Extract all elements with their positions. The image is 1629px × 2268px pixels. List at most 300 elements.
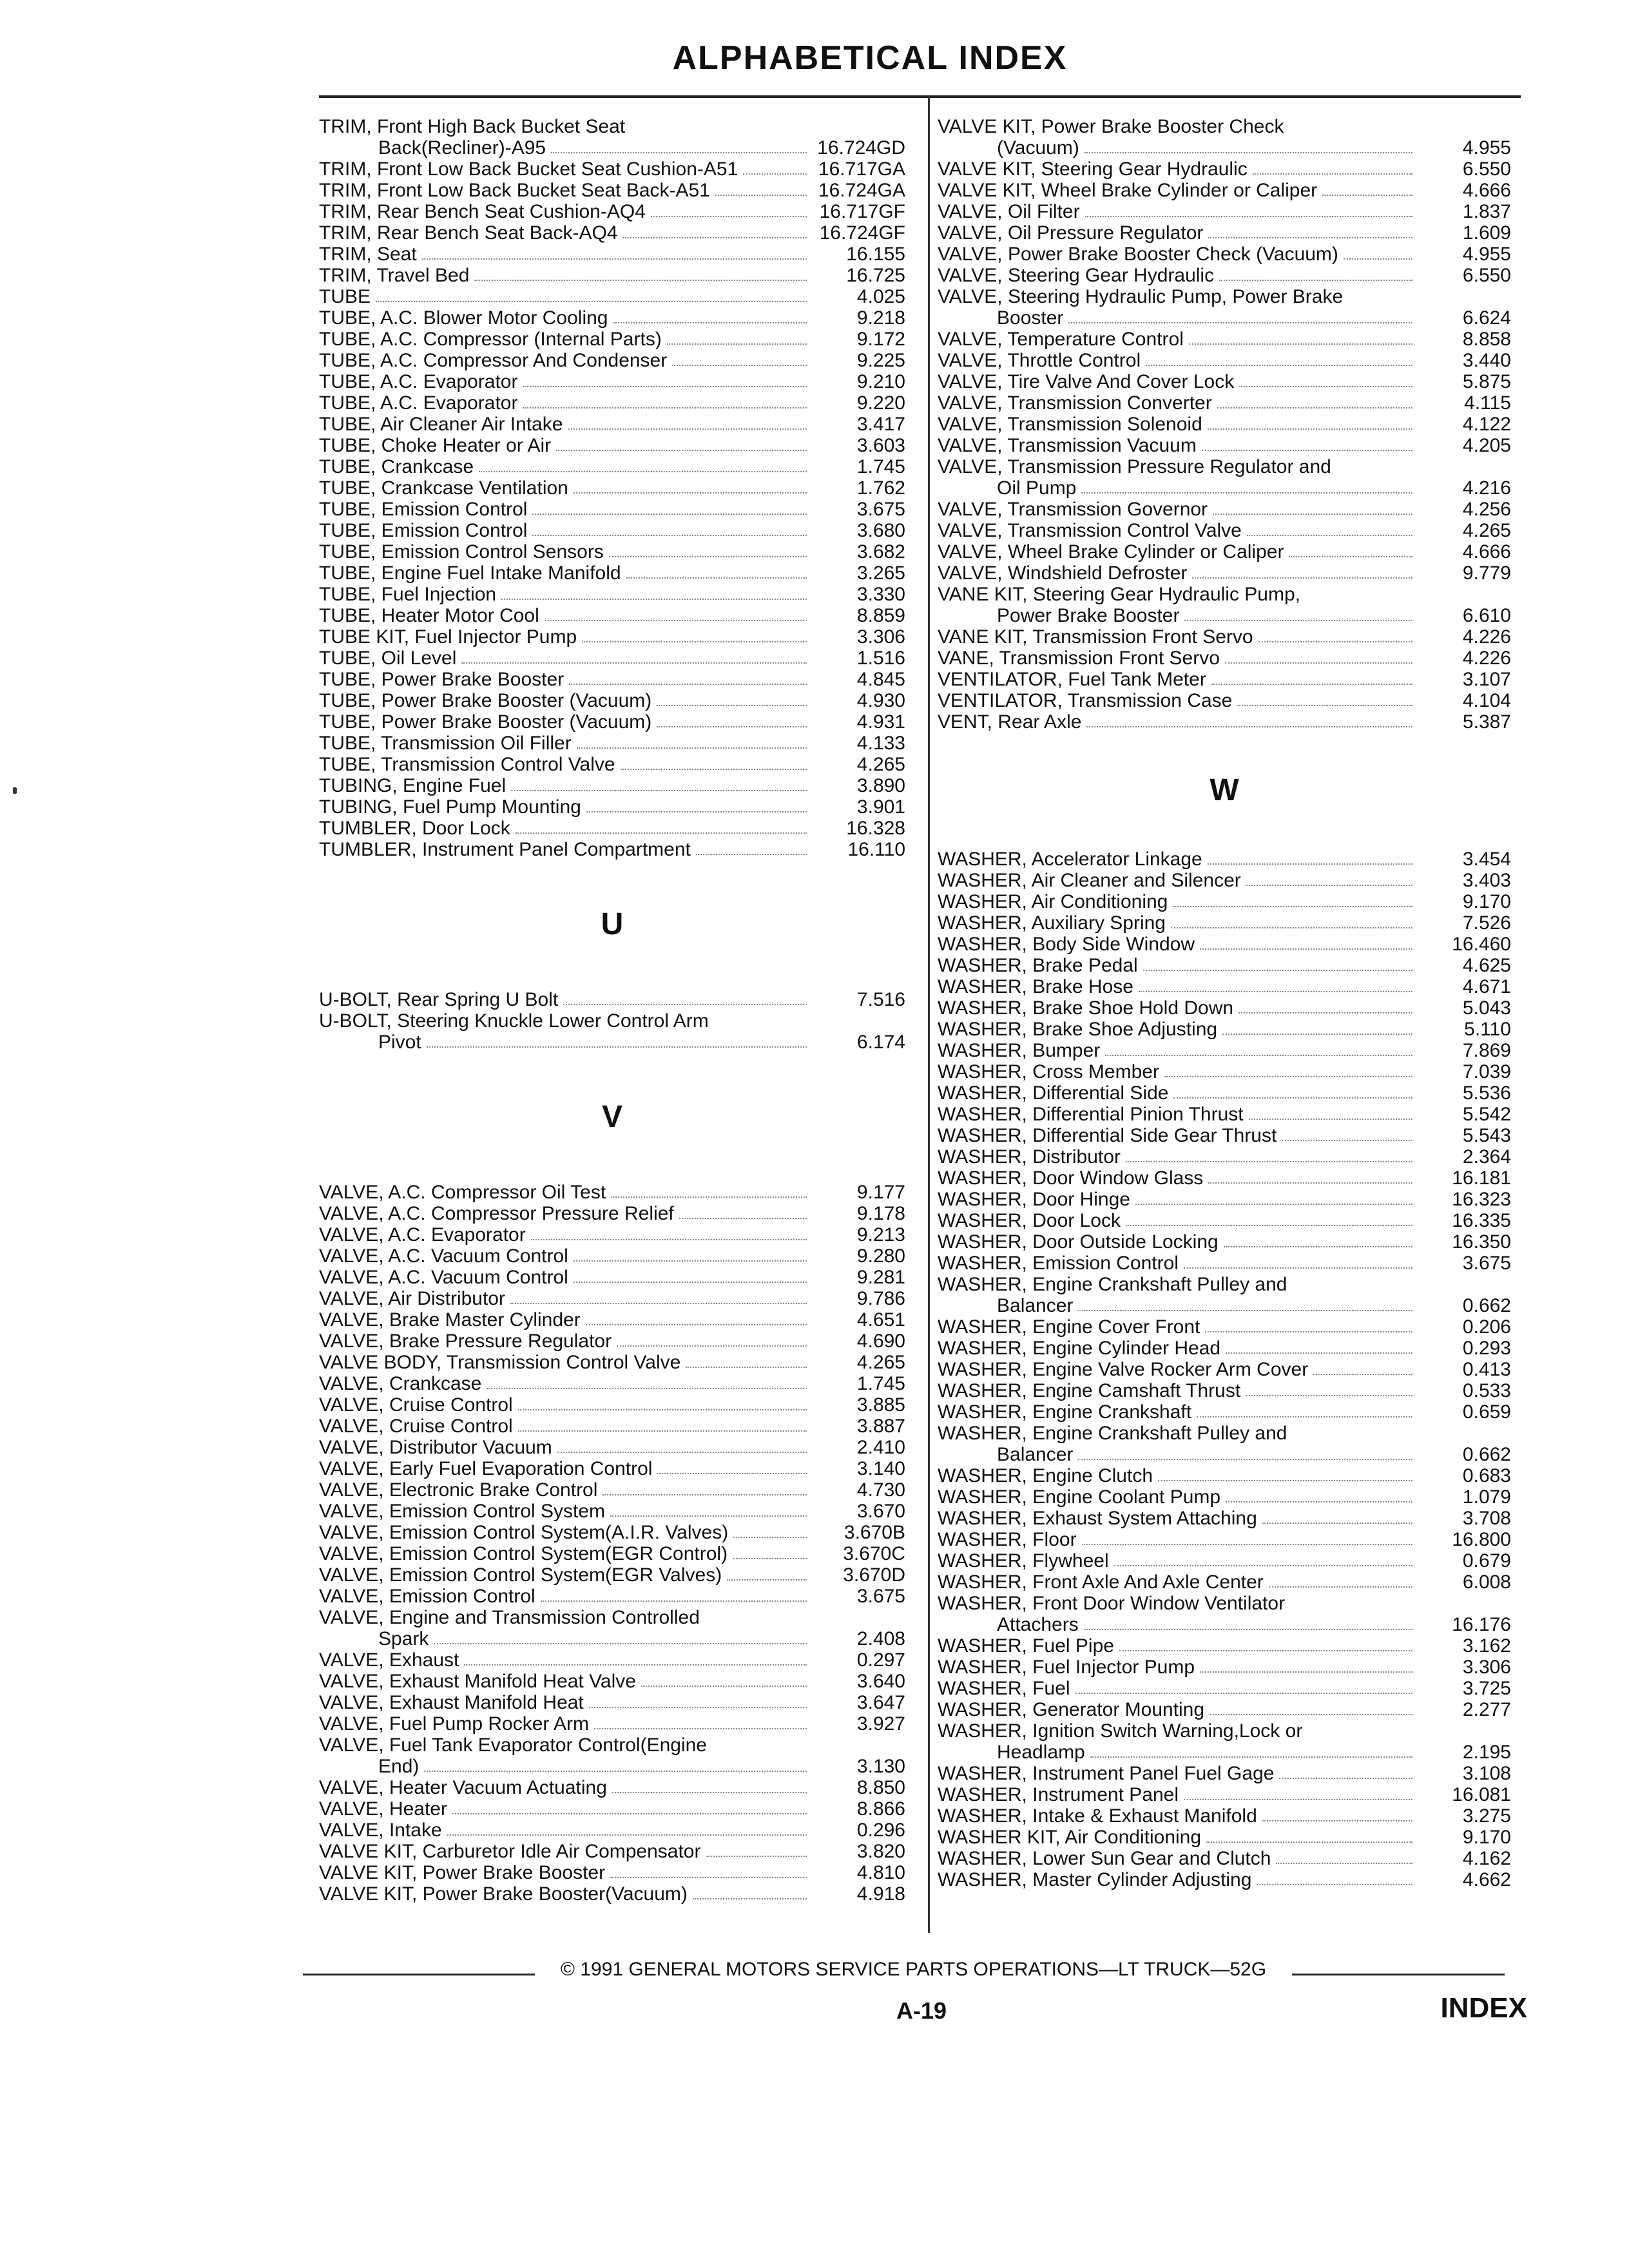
index-entry-page: 7.516: [856, 989, 905, 1010]
index-entry-label: TUBE, Fuel Injection: [319, 584, 497, 605]
index-entry: [938, 414, 1511, 435]
index-entry-page: 3.675: [1462, 1253, 1511, 1274]
index-entry-label: TUBE, A.C. Blower Motor Cooling: [319, 307, 608, 329]
dot-leader: [569, 684, 807, 685]
footer-rule-right: [1292, 1974, 1505, 1975]
index-entry-label: VANE KIT, Transmission Front Servo: [938, 626, 1253, 648]
index-entry: [319, 1288, 905, 1309]
index-entry-page: 3.403: [1462, 870, 1511, 891]
dot-leader: [1249, 1119, 1412, 1120]
index-entry-page: 8.859: [856, 605, 905, 626]
index-entry-label: WASHER, Instrument Panel: [938, 1784, 1179, 1805]
dot-leader: [532, 535, 807, 536]
index-entry-page: 4.265: [856, 1352, 905, 1373]
index-entry: [938, 1338, 1511, 1359]
index-entry-page: 16.800: [1452, 1529, 1511, 1550]
index-entry: [938, 541, 1511, 562]
dot-leader: [1246, 885, 1412, 886]
dot-leader: [1224, 1246, 1412, 1247]
dot-leader: [1184, 1799, 1412, 1800]
index-entry: [938, 1146, 1511, 1168]
index-entry: [938, 1699, 1511, 1720]
index-entry-page: 16.181: [1452, 1168, 1511, 1189]
dot-leader: [586, 811, 807, 812]
dot-leader: [613, 322, 807, 323]
dot-leader: [672, 365, 807, 366]
index-entry-label: VALVE, Windshield Defroster: [938, 562, 1188, 584]
index-entry: [319, 1820, 905, 1841]
index-entry-page: 0.662: [1462, 1444, 1511, 1465]
index-entry-label: TUBE KIT, Fuel Injector Pump: [319, 626, 577, 648]
dot-leader: [1085, 216, 1412, 217]
index-entry-page: 3.306: [856, 626, 905, 648]
index-entry-page: 3.130: [856, 1756, 905, 1777]
index-entry-page: 0.679: [1462, 1550, 1511, 1571]
index-entry-label: TUBE, Emission Control: [319, 520, 528, 541]
index-entry: [938, 1805, 1511, 1827]
dot-leader: [657, 726, 807, 727]
index-entry: [319, 1522, 905, 1543]
index-entry-page: 6.550: [1462, 265, 1511, 286]
index-entry: [938, 1189, 1511, 1210]
index-entry-label: WASHER, Differential Pinion Thrust: [938, 1104, 1244, 1125]
index-entry: [319, 1267, 905, 1288]
index-entry: [938, 562, 1511, 584]
index-entry-page: 7.039: [1462, 1061, 1511, 1082]
index-entry-label: WASHER, Door Outside Locking: [938, 1231, 1219, 1253]
index-entry-page: 5.110: [1464, 1019, 1511, 1040]
dot-leader: [1081, 492, 1412, 494]
index-entry-label: WASHER, Accelerator Linkage: [938, 849, 1202, 870]
index-entry-page: 2.410: [856, 1437, 905, 1458]
index-entry-label: WASHER, Differential Side Gear Thrust: [938, 1125, 1277, 1146]
index-entry-label: WASHER, Generator Mounting: [938, 1699, 1205, 1720]
index-entry-page: 4.025: [856, 286, 905, 307]
index-entry-page: 4.690: [856, 1331, 905, 1352]
index-entry: [938, 1784, 1511, 1805]
index-entry: [319, 371, 905, 392]
index-entry-page: 3.265: [856, 562, 905, 584]
index-entry: [319, 1032, 905, 1053]
index-entry-page: 9.281: [856, 1267, 905, 1288]
dot-leader: [1289, 556, 1412, 557]
index-entry-page: 3.603: [856, 435, 905, 456]
index-entry: [319, 733, 905, 754]
index-entry-label: Headlamp: [997, 1742, 1085, 1763]
index-entry-page: 3.887: [856, 1416, 905, 1437]
dot-leader: [1262, 1523, 1412, 1524]
index-entry-label: TUBE, Power Brake Booster: [319, 669, 564, 690]
dot-leader: [422, 258, 807, 260]
index-entry: [938, 244, 1511, 265]
dot-leader: [1210, 1714, 1412, 1715]
index-entry-label: TUBE, Oil Level: [319, 648, 457, 669]
dot-leader: [1200, 948, 1412, 950]
index-entry: [938, 626, 1511, 648]
index-entry-label: WASHER, Engine Cylinder Head: [938, 1338, 1221, 1359]
dot-leader: [1257, 1884, 1412, 1885]
dot-leader: [1226, 1501, 1412, 1503]
index-entry-head: TRIM, Front High Back Bucket Seat: [319, 116, 626, 137]
index-entry: [938, 1869, 1511, 1890]
index-entry-page: 0.297: [856, 1649, 905, 1671]
dot-leader: [1078, 1459, 1412, 1460]
index-entry-page: 3.670B: [843, 1522, 905, 1543]
index-entry-label: WASHER, Intake & Exhaust Manifold: [938, 1805, 1257, 1827]
dot-leader: [651, 216, 807, 217]
index-entry-page: 0.296: [856, 1820, 905, 1841]
index-entry: [319, 1713, 905, 1735]
index-entry-label: VALVE, Exhaust Manifold Heat Valve: [319, 1671, 636, 1692]
index-entry-label: VALVE, Exhaust: [319, 1649, 459, 1671]
dot-leader: [733, 1558, 807, 1559]
index-entry-label: VALVE, Emission Control System(EGR Control): [319, 1543, 728, 1564]
index-entry-label: End): [378, 1756, 419, 1777]
index-entry-label: TUBING, Fuel Pump Mounting: [319, 796, 581, 818]
index-entry: [938, 477, 1511, 499]
index-entry-head: VALVE, Steering Hydraulic Pump, Power Brake: [938, 286, 1344, 307]
dot-leader: [1322, 195, 1412, 196]
index-entry-page: 6.624: [1462, 307, 1511, 329]
index-entry-page: 16.081: [1452, 1784, 1511, 1805]
index-entry-page: 8.866: [856, 1798, 905, 1820]
index-entry-page: 3.670: [856, 1501, 905, 1522]
dot-leader: [586, 1324, 807, 1325]
index-entry-label: Balancer: [997, 1295, 1074, 1316]
index-entry-label: Pivot: [378, 1032, 421, 1053]
dot-leader: [1225, 662, 1412, 664]
dot-leader: [727, 1579, 807, 1581]
index-entry-label: WASHER, Engine Crankshaft: [938, 1401, 1192, 1423]
index-entry-label: TRIM, Rear Bench Seat Back-AQ4: [319, 222, 618, 244]
index-entry-label: TUBE: [319, 286, 371, 307]
index-entry-page: 3.454: [1462, 849, 1511, 870]
index-entry-label: TUBE, Power Brake Booster (Vacuum): [319, 711, 652, 733]
dot-leader: [1226, 1352, 1412, 1354]
index-entry: [319, 584, 905, 605]
index-entry-label: WASHER, Flywheel: [938, 1550, 1109, 1571]
dot-leader: [1276, 1863, 1412, 1864]
index-entry-label: Attachers: [997, 1614, 1079, 1635]
index-entry-label: TUBE, Heater Motor Cool: [319, 605, 539, 626]
index-entry: [938, 222, 1511, 244]
index-entry-page: 9.210: [856, 371, 905, 392]
index-entry-label: WASHER, Door Hinge: [938, 1189, 1130, 1210]
dot-leader: [610, 1515, 807, 1517]
index-entry: [938, 1040, 1511, 1061]
index-entry: [938, 711, 1511, 733]
index-entry: [319, 562, 905, 584]
index-entry: [319, 1479, 905, 1501]
index-entry-label: VALVE KIT, Power Brake Booster: [319, 1862, 606, 1883]
index-entry-label: WASHER, Engine Coolant Pump: [938, 1486, 1221, 1508]
dot-leader: [1082, 1544, 1412, 1545]
dot-leader: [1084, 152, 1412, 153]
page-number: A-19: [896, 1997, 947, 2024]
index-entry-label: VANE, Transmission Front Servo: [938, 648, 1220, 669]
index-entry-label: VALVE, Wheel Brake Cylinder or Caliper: [938, 541, 1284, 562]
index-entry-label: VALVE, Heater: [319, 1798, 447, 1820]
index-entry-page: 9.213: [856, 1224, 905, 1245]
index-entry: [938, 1508, 1511, 1529]
index-entry: [938, 520, 1511, 541]
index-entry: [319, 1649, 905, 1671]
index-entry-label: WASHER, Door Lock: [938, 1210, 1121, 1231]
index-entry: [938, 648, 1511, 669]
index-entry: [938, 849, 1511, 870]
index-entry-page: 4.955: [1462, 137, 1511, 159]
index-entry-page: 5.543: [1462, 1125, 1511, 1146]
section-heading: U: [601, 907, 624, 941]
dot-leader: [1208, 428, 1412, 430]
index-entry-label: TUBE, A.C. Evaporator: [319, 371, 518, 392]
index-entry-page: 16.717GA: [818, 159, 905, 180]
index-entry-label: WASHER, Air Cleaner and Silencer: [938, 870, 1241, 891]
section-label: INDEX: [1440, 1992, 1527, 2024]
index-entry-page: 3.162: [1462, 1635, 1511, 1657]
index-entry: [938, 159, 1511, 180]
index-entry: [938, 1253, 1511, 1274]
dot-leader: [626, 577, 807, 579]
index-entry-label: WASHER, Engine Valve Rocker Arm Cover: [938, 1359, 1309, 1380]
index-entry-label: VALVE, Steering Gear Hydraulic: [938, 265, 1215, 286]
index-entry: [938, 690, 1511, 711]
dot-leader: [1213, 514, 1412, 515]
dot-leader: [1184, 1267, 1412, 1269]
section-heading: V: [601, 1100, 622, 1134]
index-entry-page: 3.306: [1462, 1657, 1511, 1678]
index-entry-page: 4.104: [1462, 690, 1511, 711]
dot-leader: [1084, 1629, 1412, 1630]
copyright-line: © 1991 GENERAL MOTORS SERVICE PARTS OPERATIONS—LT TRUCK—52G: [560, 1959, 1267, 1980]
index-entry-page: 4.133: [856, 733, 905, 754]
dot-leader: [1211, 684, 1412, 685]
index-entry: [938, 1082, 1511, 1104]
index-entry: [319, 1628, 905, 1649]
index-entry: [319, 1394, 905, 1416]
index-entry-label: WASHER, Brake Pedal: [938, 955, 1138, 976]
dot-leader: [617, 1345, 807, 1347]
dot-leader: [657, 1473, 807, 1474]
index-entry: [319, 989, 905, 1010]
index-entry: [938, 1742, 1511, 1763]
dot-leader: [1105, 1055, 1412, 1056]
index-entry-label: TUBE, Transmission Control Valve: [319, 754, 615, 775]
index-entry-page: 16.724GA: [818, 180, 905, 201]
dot-leader: [1282, 1140, 1412, 1141]
index-entry-label: TRIM, Front Low Back Bucket Seat Back-A51: [319, 180, 710, 201]
dot-leader: [1068, 322, 1412, 323]
index-entry: [319, 669, 905, 690]
index-entry-label: VALVE, Heater Vacuum Actuating: [319, 1777, 607, 1798]
index-entry: [938, 137, 1511, 159]
dot-leader: [1239, 386, 1412, 387]
dot-leader: [1206, 1841, 1412, 1843]
index-entry-label: Back(Recliner)-A95: [378, 137, 546, 159]
index-entry: [319, 1692, 905, 1713]
index-entry-page: 4.662: [1462, 1869, 1511, 1890]
index-entry-page: 4.265: [1462, 520, 1511, 541]
index-entry-label: VALVE, A.C. Vacuum Control: [319, 1267, 568, 1288]
dot-leader: [602, 1494, 807, 1495]
dot-leader: [733, 1537, 807, 1538]
dot-leader: [510, 1303, 807, 1304]
index-entry: [938, 669, 1511, 690]
index-entry-page: 3.108: [1462, 1763, 1511, 1784]
index-entry-label: VENTILATOR, Fuel Tank Meter: [938, 669, 1206, 690]
index-entry-page: 16.350: [1452, 1231, 1511, 1253]
index-entry-page: 16.335: [1452, 1210, 1511, 1231]
index-entry: [938, 870, 1511, 891]
dot-leader: [556, 450, 807, 451]
index-entry-page: 9.177: [856, 1182, 905, 1203]
index-entry-page: 3.330: [856, 584, 905, 605]
index-entry: [938, 1125, 1511, 1146]
index-entry-page: 16.460: [1452, 934, 1511, 955]
index-entry-page: 3.670D: [843, 1564, 905, 1586]
index-entry-label: VALVE, Oil Filter: [938, 201, 1080, 222]
index-entry: [938, 307, 1511, 329]
index-entry-page: 2.277: [1462, 1699, 1511, 1720]
index-entry: [319, 754, 905, 775]
dot-leader: [1173, 906, 1412, 907]
index-entry-page: 3.708: [1462, 1508, 1511, 1529]
index-entry-page: 4.810: [856, 1862, 905, 1883]
index-entry-label: VALVE, Emission Control: [319, 1586, 535, 1607]
index-entry: [319, 350, 905, 371]
dot-leader: [1173, 1097, 1412, 1099]
index-entry-page: 0.206: [1462, 1316, 1511, 1338]
index-entry-page: 9.178: [856, 1203, 905, 1224]
index-entry-label: WASHER, Fuel Pipe: [938, 1635, 1114, 1657]
dot-leader: [474, 280, 807, 281]
index-entry: [938, 1614, 1511, 1635]
dot-leader: [1269, 1586, 1412, 1588]
index-entry: [319, 201, 905, 222]
index-entry: [938, 1168, 1511, 1189]
index-entry: [938, 934, 1511, 955]
index-entry-page: 1.079: [1462, 1486, 1511, 1508]
index-entry-page: 6.008: [1462, 1571, 1511, 1593]
index-entry-label: WASHER KIT, Air Conditioning: [938, 1827, 1202, 1848]
dot-leader: [523, 386, 807, 387]
dot-leader: [511, 790, 807, 791]
index-entry-label: TUBE, A.C. Compressor And Condenser: [319, 350, 668, 371]
dot-leader: [1239, 1012, 1412, 1014]
index-entry-page: 3.680: [856, 520, 905, 541]
index-entry-label: WASHER, Door Window Glass: [938, 1168, 1204, 1189]
index-entry-page: 1.516: [856, 648, 905, 669]
index-entry-label: VALVE, A.C. Compressor Oil Test: [319, 1182, 606, 1203]
index-entry-page: 3.417: [856, 414, 905, 435]
dot-leader: [447, 1834, 807, 1836]
index-entry: [938, 1550, 1511, 1571]
dot-leader: [1164, 1076, 1412, 1077]
index-entry-page: 16.176: [1452, 1614, 1511, 1635]
dot-leader: [1246, 1395, 1412, 1396]
dot-leader: [518, 1409, 807, 1410]
index-entry-head: WASHER, Engine Crankshaft Pulley and: [938, 1274, 1287, 1295]
index-entry: [319, 414, 905, 435]
index-entry: [319, 1416, 905, 1437]
index-entry-page: 3.275: [1462, 1805, 1511, 1827]
dot-leader: [1258, 641, 1412, 642]
index-entry-label: VENT, Rear Axle: [938, 711, 1082, 733]
index-entry-label: VALVE, Temperature Control: [938, 329, 1184, 350]
index-entry-page: 3.890: [856, 775, 905, 796]
index-entry: [938, 605, 1511, 626]
index-entry-label: TRIM, Seat: [319, 244, 417, 265]
dot-leader: [679, 1218, 807, 1219]
dot-leader: [501, 599, 807, 600]
dot-leader: [487, 1388, 807, 1389]
index-entry: [319, 775, 905, 796]
index-entry-page: 3.675: [856, 499, 905, 520]
index-entry-page: 3.647: [856, 1692, 905, 1713]
dot-leader: [523, 407, 807, 408]
index-entry-head: VALVE, Fuel Tank Evaporator Control(Engine: [319, 1735, 707, 1756]
dot-leader: [1208, 1182, 1412, 1184]
index-entry-label: VALVE, Transmission Solenoid: [938, 414, 1202, 435]
index-entry-page: 1.837: [1462, 201, 1511, 222]
index-entry-label: WASHER, Fuel Injector Pump: [938, 1657, 1195, 1678]
dot-leader: [574, 1282, 807, 1283]
dot-leader: [1126, 1225, 1412, 1226]
index-entry-label: VALVE, Oil Pressure Regulator: [938, 222, 1204, 244]
index-entry-page: 4.625: [1462, 955, 1511, 976]
index-entry-label: VALVE, Early Fuel Evaporation Control: [319, 1458, 653, 1479]
index-entry-page: 3.670C: [843, 1543, 905, 1564]
index-entry-label: TRIM, Front Low Back Bucket Seat Cushion-A51: [319, 159, 738, 180]
dot-leader: [1279, 1778, 1412, 1779]
index-entry-page: 3.725: [1462, 1678, 1511, 1699]
index-entry: [319, 1458, 905, 1479]
index-entry-page: 4.205: [1462, 435, 1511, 456]
index-entry: [319, 1543, 905, 1564]
index-entry: [938, 1486, 1511, 1508]
index-entry-label: TUBE, Emission Control Sensors: [319, 541, 604, 562]
index-entry: [938, 1359, 1511, 1380]
index-entry: [319, 1586, 905, 1607]
index-entry: [319, 1309, 905, 1331]
index-entry: [938, 1295, 1511, 1316]
dot-leader: [609, 556, 807, 557]
index-entry-label: VALVE, Electronic Brake Control: [319, 1479, 598, 1501]
index-entry: [938, 1827, 1511, 1848]
dot-leader: [1237, 705, 1412, 706]
index-entry-page: 2.408: [856, 1628, 905, 1649]
index-entry-page: 9.220: [856, 392, 905, 414]
dot-leader: [696, 854, 807, 855]
index-entry-label: WASHER, Bumper: [938, 1040, 1101, 1061]
index-entry-page: 4.918: [856, 1883, 905, 1905]
index-entry-label: WASHER, Floor: [938, 1529, 1077, 1550]
index-entry: [938, 1380, 1511, 1401]
index-entry-label: Oil Pump: [997, 477, 1077, 499]
index-entry-label: TUBE, Transmission Oil Filler: [319, 733, 572, 754]
index-entry-page: 9.779: [1462, 562, 1511, 584]
index-entry-label: WASHER, Body Side Window: [938, 934, 1195, 955]
dot-leader: [568, 428, 807, 430]
index-entry-page: 3.820: [856, 1841, 905, 1862]
index-entry-label: WASHER, Auxiliary Spring: [938, 912, 1166, 934]
index-entry-label: VALVE, Emission Control System: [319, 1501, 606, 1522]
dot-leader: [1086, 726, 1412, 727]
index-entry-label: VALVE, Emission Control System(EGR Valves): [319, 1564, 722, 1586]
index-entry: [319, 1331, 905, 1352]
index-entry-label: Booster: [997, 307, 1064, 329]
index-entry: [938, 1571, 1511, 1593]
